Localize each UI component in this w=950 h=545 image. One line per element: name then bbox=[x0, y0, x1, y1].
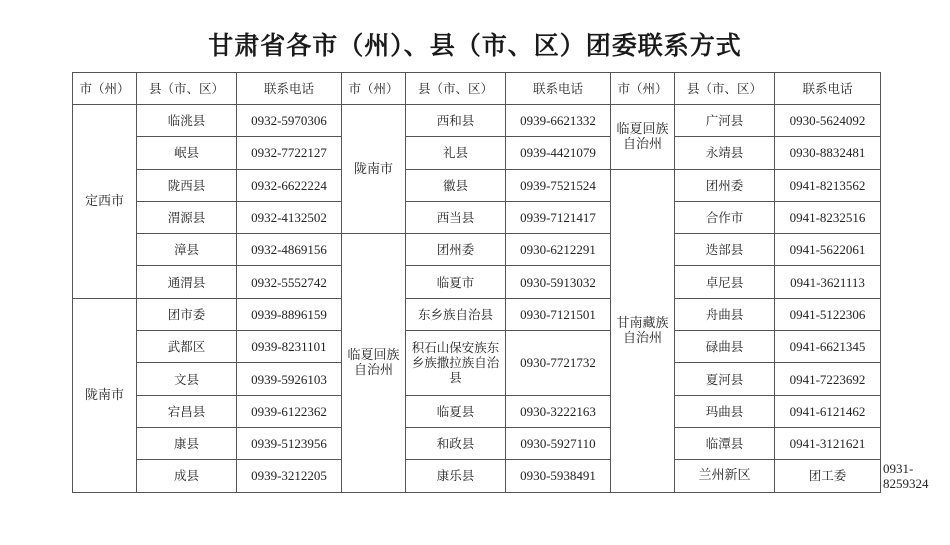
phone-cell: 0939-3212205 bbox=[237, 460, 342, 492]
city-linxia: 临夏回族自治州 bbox=[342, 234, 406, 492]
county-cell: 永靖县 bbox=[675, 137, 775, 169]
city-lanzhou-new: 兰州新区 bbox=[675, 460, 775, 492]
phone-cell: 0939-7121417 bbox=[506, 201, 611, 233]
phone-cell: 0941-7223692 bbox=[775, 363, 881, 395]
contact-table bbox=[72, 72, 929, 493]
phone-cell: 0930-5927110 bbox=[506, 427, 611, 459]
phone-cell: 0939-5926103 bbox=[237, 363, 342, 395]
page-title: 甘肃省各市（州）、县（市、区）团委联系方式 bbox=[208, 31, 742, 60]
county-cell: 卓尼县 bbox=[675, 266, 775, 298]
county-cell: 临潭县 bbox=[675, 427, 775, 459]
county-cell: 渭源县 bbox=[137, 201, 237, 233]
county-cell: 临夏市 bbox=[406, 266, 506, 298]
table-row bbox=[73, 234, 881, 266]
header-county: 县（市、区） bbox=[406, 73, 506, 105]
phone-cell: 0941-8213562 bbox=[775, 169, 881, 201]
county-cell: 积石山保安族东乡族撒拉族自治县 bbox=[406, 331, 506, 396]
county-cell: 康县 bbox=[137, 427, 237, 459]
table-row bbox=[73, 105, 881, 137]
phone-cell: 0930-5624092 bbox=[775, 105, 881, 137]
phone-cell: 0941-6621345 bbox=[775, 331, 881, 363]
phone-cell: 0930-5913032 bbox=[506, 266, 611, 298]
county-cell: 宕昌县 bbox=[137, 395, 237, 427]
city-linxia-2: 临夏回族自治州 bbox=[611, 105, 675, 170]
county-cell: 西当县 bbox=[406, 201, 506, 233]
county-cell: 合作市 bbox=[675, 201, 775, 233]
table-row bbox=[73, 427, 881, 459]
county-cell: 徽县 bbox=[406, 169, 506, 201]
phone-cell: 0941-3121621 bbox=[775, 427, 881, 459]
county-cell: 夏河县 bbox=[675, 363, 775, 395]
table-row bbox=[73, 137, 881, 169]
table-row bbox=[73, 169, 881, 201]
phone-cell: 0941-8232516 bbox=[775, 201, 881, 233]
phone-cell: 0932-7722127 bbox=[237, 137, 342, 169]
city-gannan: 甘南藏族自治州 bbox=[611, 169, 675, 492]
county-cell: 康乐县 bbox=[406, 460, 506, 492]
county-cell: 团市委 bbox=[137, 298, 237, 330]
header-county: 县（市、区） bbox=[675, 73, 775, 105]
city-longnan: 陇南市 bbox=[73, 298, 137, 492]
phone-cell: 0939-6122362 bbox=[237, 395, 342, 427]
phone-cell: 0939-5123956 bbox=[237, 427, 342, 459]
phone-cell: 0939-8896159 bbox=[237, 298, 342, 330]
phone-cell: 0930-5938491 bbox=[506, 460, 611, 492]
table-row bbox=[73, 298, 881, 330]
phone-cell: 0930-7721732 bbox=[506, 331, 611, 396]
phone-cell: 0932-5552742 bbox=[237, 266, 342, 298]
phone-cell: 0939-7521524 bbox=[506, 169, 611, 201]
phone-cell: 0939-4421079 bbox=[506, 137, 611, 169]
county-cell: 岷县 bbox=[137, 137, 237, 169]
table-row: 成县 0939-3212205 康乐县 0930-5938491 兰州新区 团工委 0931-8259324 bbox=[73, 460, 881, 492]
county-cell: 西和县 bbox=[406, 105, 506, 137]
phone-cell: 0941-5122306 bbox=[775, 298, 881, 330]
phone-cell: 0939-8231101 bbox=[237, 331, 342, 363]
phone-cell: 0932-6622224 bbox=[237, 169, 342, 201]
phone-cell: 0941-6121462 bbox=[775, 395, 881, 427]
county-cell: 迭部县 bbox=[675, 234, 775, 266]
phone-cell: 0939-6621332 bbox=[506, 105, 611, 137]
phone-cell: 0930-6212291 bbox=[506, 234, 611, 266]
phone-cell: 0930-8832481 bbox=[775, 137, 881, 169]
header-city: 市（州） bbox=[611, 73, 675, 105]
table-row bbox=[73, 331, 881, 363]
county-cell: 广河县 bbox=[675, 105, 775, 137]
phone-cell: 0932-4132502 bbox=[237, 201, 342, 233]
table-row bbox=[73, 395, 881, 427]
county-cell: 礼县 bbox=[406, 137, 506, 169]
county-cell: 临洮县 bbox=[137, 105, 237, 137]
header-city: 市（州） bbox=[73, 73, 137, 105]
county-cell: 通渭县 bbox=[137, 266, 237, 298]
county-cell: 团州委 bbox=[675, 169, 775, 201]
phone-cell: 0932-5970306 bbox=[237, 105, 342, 137]
header-phone: 联系电话 bbox=[506, 73, 611, 105]
county-cell: 武都区 bbox=[137, 331, 237, 363]
city-dingxi: 定西市 bbox=[73, 105, 137, 299]
table-row bbox=[73, 201, 881, 233]
county-cell: 临夏县 bbox=[406, 395, 506, 427]
county-cell: 陇西县 bbox=[137, 169, 237, 201]
county-cell: 玛曲县 bbox=[675, 395, 775, 427]
phone-cell: 0930-3222163 bbox=[506, 395, 611, 427]
county-cell: 舟曲县 bbox=[675, 298, 775, 330]
phone-cell: 0932-4869156 bbox=[237, 234, 342, 266]
county-cell: 团工委 bbox=[775, 460, 881, 492]
phone-cell: 0941-5622061 bbox=[775, 234, 881, 266]
county-cell: 碌曲县 bbox=[675, 331, 775, 363]
city-longnan-2: 陇南市 bbox=[342, 105, 406, 234]
county-cell: 漳县 bbox=[137, 234, 237, 266]
header-phone: 联系电话 bbox=[775, 73, 881, 105]
county-cell: 成县 bbox=[137, 460, 237, 492]
header-phone: 联系电话 bbox=[237, 73, 342, 105]
county-cell: 东乡族自治县 bbox=[406, 298, 506, 330]
county-cell: 团州委 bbox=[406, 234, 506, 266]
header-city: 市（州） bbox=[342, 73, 406, 105]
header-county: 县（市、区） bbox=[137, 73, 237, 105]
table-row bbox=[73, 266, 881, 298]
phone-cell: 0941-3621113 bbox=[775, 266, 881, 298]
header-row bbox=[73, 73, 881, 105]
county-cell: 文县 bbox=[137, 363, 237, 395]
county-cell: 和政县 bbox=[406, 427, 506, 459]
phone-cell: 0930-7121501 bbox=[506, 298, 611, 330]
